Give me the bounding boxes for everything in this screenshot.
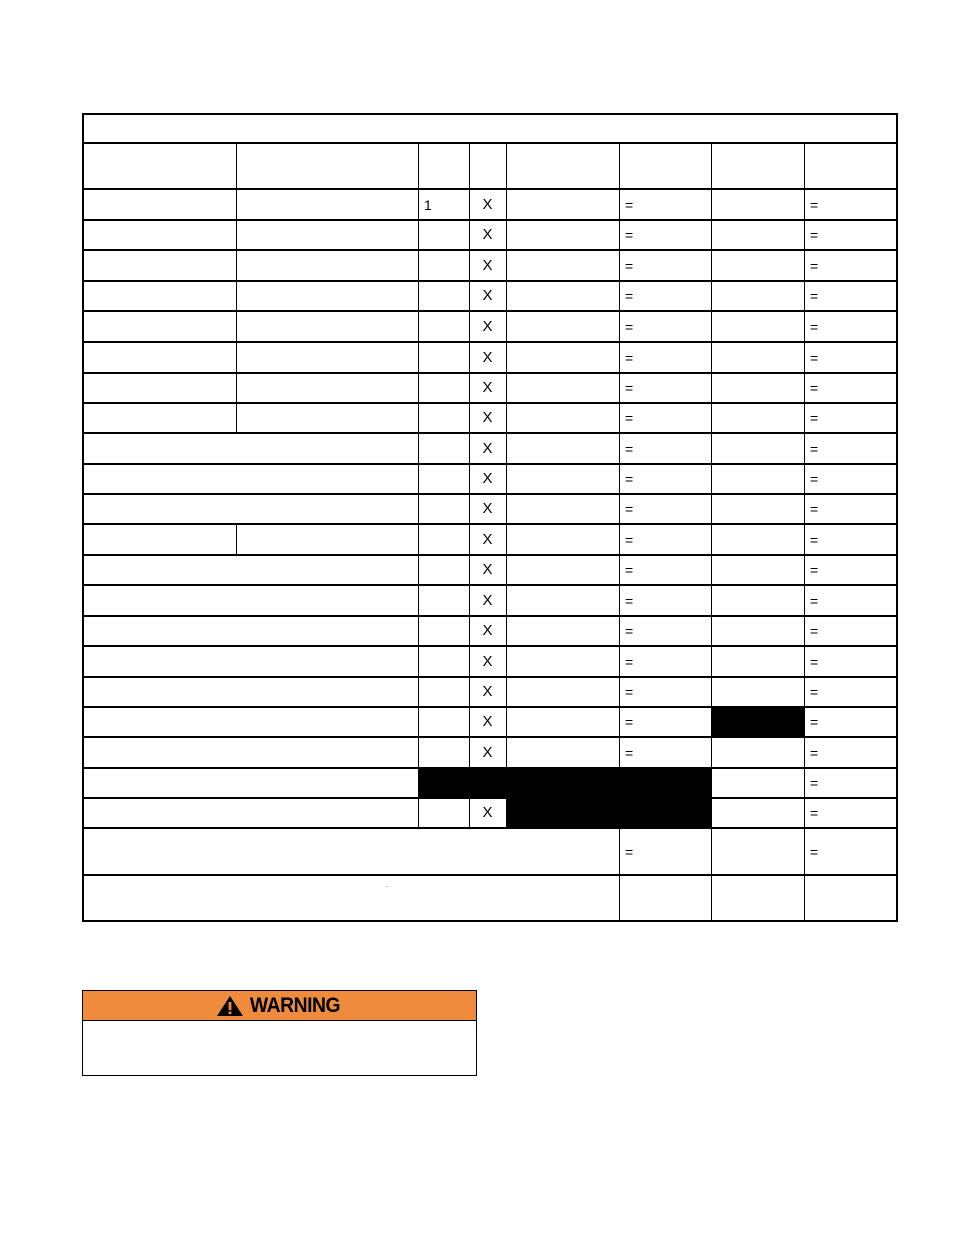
column-divider: [619, 646, 620, 677]
equals-sign: =: [810, 257, 819, 274]
equals-sign: =: [810, 471, 819, 487]
multiply-sign: X: [482, 470, 493, 487]
multiply-sign: X: [482, 713, 493, 730]
column-divider: [711, 250, 712, 281]
equals-sign: =: [810, 775, 819, 791]
row-divider: [84, 372, 896, 374]
multiply-sign: X: [482, 439, 493, 457]
column-divider: [506, 555, 507, 585]
column-divider: [506, 403, 507, 433]
row-divider: [84, 249, 896, 251]
row-divider: [84, 432, 896, 434]
column-divider: [418, 646, 419, 677]
column-divider: [469, 403, 470, 433]
column-divider: [469, 646, 470, 677]
equals-sign: =: [625, 843, 634, 860]
column-divider: [506, 494, 507, 524]
column-divider: [506, 373, 507, 403]
equals-sign: =: [625, 349, 634, 366]
column-divider: [506, 646, 507, 677]
equals-sign: =: [810, 380, 819, 396]
column-divider: [418, 189, 419, 220]
equals-sign: =: [810, 440, 819, 457]
column-divider: [619, 677, 620, 707]
column-divider: [236, 250, 237, 281]
column-divider: [711, 281, 712, 311]
column-divider: [506, 677, 507, 707]
multiply-sign: X: [482, 256, 493, 274]
column-divider: [804, 524, 805, 555]
column-divider: [711, 616, 712, 646]
column-divider: [619, 875, 620, 921]
column-divider: [418, 403, 419, 433]
worksheet-table: [82, 113, 898, 922]
column-divider: [506, 585, 507, 616]
column-divider: [469, 143, 470, 189]
column-divider: [619, 311, 620, 342]
column-divider: [619, 524, 620, 555]
column-divider: [711, 798, 712, 828]
column-divider: [619, 403, 620, 433]
column-divider: [469, 311, 470, 342]
column-divider: [418, 220, 419, 250]
equals-sign: =: [625, 380, 634, 396]
equals-sign: =: [625, 744, 634, 761]
column-divider: [711, 403, 712, 433]
equals-sign: =: [810, 531, 819, 548]
column-divider: [804, 646, 805, 677]
column-divider: [418, 707, 419, 737]
equals-sign: =: [625, 288, 634, 304]
row-divider: [84, 280, 896, 282]
warning-box: [82, 990, 477, 1076]
equals-sign: =: [810, 288, 819, 304]
column-divider: [711, 677, 712, 707]
multiply-sign: X: [482, 317, 493, 335]
column-divider: [619, 433, 620, 464]
column-divider: [619, 189, 620, 220]
warning-header: [83, 991, 476, 1021]
column-divider: [711, 875, 712, 921]
column-divider: [506, 524, 507, 555]
column-divider: [711, 524, 712, 555]
column-divider: [804, 828, 805, 875]
column-divider: [619, 342, 620, 373]
row-divider: [84, 402, 896, 404]
column-divider: [506, 281, 507, 311]
row-divider: [84, 676, 896, 678]
column-divider: [418, 585, 419, 616]
row-divider: [84, 310, 896, 312]
row-divider: [84, 341, 896, 343]
row-divider: [84, 827, 896, 829]
equals-sign: =: [810, 653, 819, 670]
row-divider: [84, 463, 896, 465]
column-divider: [506, 737, 507, 768]
equals-sign: =: [625, 501, 634, 517]
column-divider: [469, 616, 470, 646]
column-divider: [418, 342, 419, 373]
multiply-sign: X: [482, 591, 493, 609]
multiply-sign: X: [482, 652, 493, 670]
multiply-sign: X: [482, 226, 493, 243]
multiply-sign: X: [482, 804, 493, 821]
row-divider: [84, 645, 896, 647]
small-mark: .: [386, 883, 388, 889]
column-divider: [804, 403, 805, 433]
column-divider: [711, 433, 712, 464]
column-divider: [711, 828, 712, 875]
equals-sign: =: [810, 843, 819, 860]
row-divider: [84, 615, 896, 617]
column-divider: [619, 585, 620, 616]
column-divider: [469, 250, 470, 281]
column-divider: [506, 616, 507, 646]
equals-sign: =: [625, 653, 634, 670]
column-divider: [804, 875, 805, 921]
row-divider: [84, 584, 896, 586]
column-divider: [469, 494, 470, 524]
column-divider: [804, 737, 805, 768]
column-divider: [804, 433, 805, 464]
column-divider: [236, 311, 237, 342]
multiply-sign: X: [482, 409, 493, 426]
column-divider: [506, 707, 507, 737]
equals-sign: =: [625, 410, 634, 426]
column-divider: [711, 189, 712, 220]
column-divider: [711, 464, 712, 494]
equals-sign: =: [810, 714, 819, 730]
column-divider: [619, 707, 620, 737]
column-divider: [469, 342, 470, 373]
column-divider: [619, 464, 620, 494]
column-divider: [506, 189, 507, 220]
shaded-cell: [418, 768, 711, 798]
column-divider: [506, 250, 507, 281]
equals-sign: =: [810, 623, 819, 639]
row-divider: [84, 523, 896, 525]
multiply-sign: X: [482, 287, 493, 304]
row-divider: [84, 219, 896, 221]
equals-sign: =: [625, 196, 634, 213]
column-divider: [619, 737, 620, 768]
row-divider: [84, 188, 896, 190]
row-divider: [84, 874, 896, 876]
column-divider: [619, 281, 620, 311]
column-divider: [804, 494, 805, 524]
column-divider: [804, 616, 805, 646]
column-divider: [236, 403, 237, 433]
column-divider: [236, 189, 237, 220]
column-divider: [711, 737, 712, 768]
column-divider: [804, 250, 805, 281]
column-divider: [619, 828, 620, 875]
column-divider: [418, 143, 419, 189]
column-divider: [506, 311, 507, 342]
multiply-sign: X: [482, 348, 493, 366]
row-divider: [84, 493, 896, 495]
equals-sign: =: [810, 318, 819, 335]
column-divider: [711, 311, 712, 342]
multiply-sign: X: [482, 561, 493, 578]
column-divider: [711, 646, 712, 677]
column-divider: [469, 737, 470, 768]
column-divider: [418, 433, 419, 464]
column-divider: [711, 494, 712, 524]
column-divider: [469, 464, 470, 494]
row-divider: [84, 554, 896, 556]
column-divider: [711, 555, 712, 585]
column-divider: [236, 143, 237, 189]
column-divider: [418, 737, 419, 768]
column-divider: [418, 373, 419, 403]
column-divider: [804, 189, 805, 220]
column-divider: [619, 250, 620, 281]
column-divider: [804, 677, 805, 707]
column-divider: [804, 707, 805, 737]
column-divider: [506, 433, 507, 464]
column-divider: [711, 220, 712, 250]
column-divider: [804, 311, 805, 342]
column-divider: [236, 281, 237, 311]
column-divider: [804, 373, 805, 403]
multiply-sign: X: [482, 743, 493, 761]
column-divider: [804, 281, 805, 311]
equals-sign: =: [810, 227, 819, 243]
column-divider: [804, 585, 805, 616]
column-divider: [418, 494, 419, 524]
column-divider: [469, 677, 470, 707]
equals-sign: =: [625, 623, 634, 639]
column-divider: [469, 555, 470, 585]
column-divider: [619, 494, 620, 524]
equals-sign: =: [810, 349, 819, 366]
column-divider: [236, 524, 237, 555]
column-divider: [506, 464, 507, 494]
column-divider: [506, 143, 507, 189]
equals-sign: =: [625, 714, 634, 730]
column-divider: [418, 555, 419, 585]
column-divider: [469, 189, 470, 220]
column-divider: [804, 555, 805, 585]
column-divider: [469, 281, 470, 311]
equals-sign: =: [810, 196, 819, 213]
equals-sign: =: [625, 531, 634, 548]
column-divider: [506, 342, 507, 373]
column-divider: [711, 585, 712, 616]
equals-sign: =: [625, 318, 634, 335]
warning-triangle-icon: [216, 995, 244, 1017]
column-divider: [469, 373, 470, 403]
column-divider: [469, 585, 470, 616]
multiply-sign: X: [482, 500, 493, 517]
column-divider: [418, 311, 419, 342]
column-divider: [469, 524, 470, 555]
equals-sign: =: [625, 227, 634, 243]
column-divider: [236, 220, 237, 250]
multiply-sign: X: [482, 195, 493, 213]
column-divider: [418, 677, 419, 707]
column-divider: [711, 768, 712, 798]
multiply-sign: X: [482, 683, 493, 700]
column-divider: [469, 220, 470, 250]
equals-sign: =: [625, 684, 634, 700]
equals-sign: =: [625, 257, 634, 274]
column-divider: [506, 220, 507, 250]
multiply-sign: X: [482, 379, 493, 396]
column-divider: [804, 342, 805, 373]
column-divider: [418, 281, 419, 311]
equals-sign: =: [810, 562, 819, 578]
multiply-sign: X: [482, 530, 493, 548]
row-divider: [84, 142, 896, 144]
equals-sign: =: [625, 592, 634, 609]
column-divider: [418, 616, 419, 646]
column-divider: [236, 373, 237, 403]
column-divider: [469, 707, 470, 737]
column-divider: [804, 464, 805, 494]
column-divider: [469, 798, 470, 828]
column-divider: [804, 220, 805, 250]
equals-sign: =: [625, 471, 634, 487]
column-divider: [236, 342, 237, 373]
column-divider: [418, 250, 419, 281]
column-divider: [711, 373, 712, 403]
equals-sign: =: [810, 410, 819, 426]
column-divider: [711, 143, 712, 189]
column-divider: [619, 555, 620, 585]
column-divider: [418, 524, 419, 555]
column-divider: [804, 143, 805, 189]
column-divider: [804, 768, 805, 798]
column-divider: [418, 798, 419, 828]
equals-sign: =: [810, 501, 819, 517]
equals-sign: =: [810, 805, 819, 821]
equals-sign: =: [810, 684, 819, 700]
equals-sign: =: [810, 592, 819, 609]
column-divider: [619, 616, 620, 646]
column-divider: [619, 143, 620, 189]
equals-sign: =: [625, 440, 634, 457]
column-divider: [711, 342, 712, 373]
multiply-sign: X: [482, 622, 493, 639]
quantity-value: 1: [424, 196, 432, 213]
column-divider: [804, 798, 805, 828]
column-divider: [619, 373, 620, 403]
equals-sign: =: [625, 562, 634, 578]
column-divider: [619, 220, 620, 250]
column-divider: [418, 464, 419, 494]
column-divider: [469, 433, 470, 464]
equals-sign: =: [810, 744, 819, 761]
warning-title: WARNING: [249, 993, 340, 1017]
shaded-cell: [711, 707, 804, 737]
shaded-cell: [506, 798, 711, 828]
